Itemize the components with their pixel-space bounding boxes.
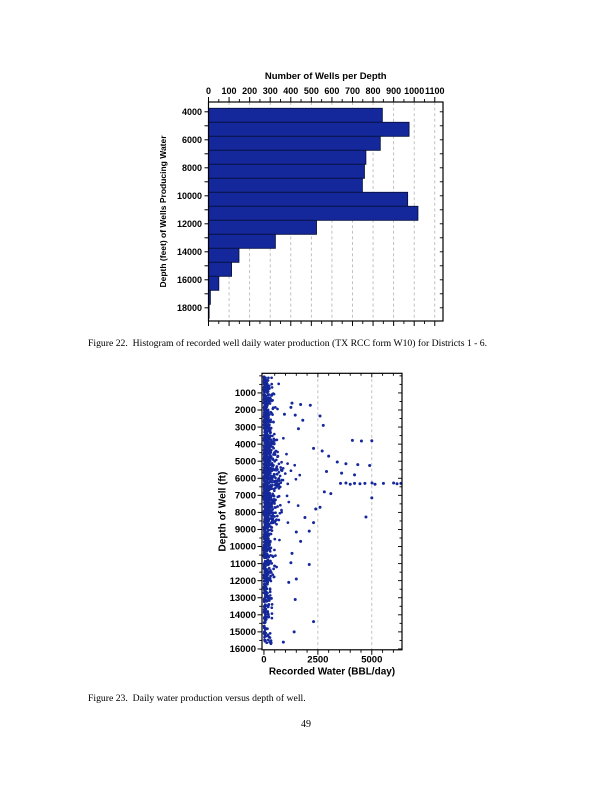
svg-text:5000: 5000 xyxy=(234,456,256,468)
scatter-gridlines xyxy=(318,373,372,650)
svg-text:1000: 1000 xyxy=(404,85,425,96)
svg-text:600: 600 xyxy=(324,85,340,96)
svg-text:14000: 14000 xyxy=(176,246,202,257)
svg-text:800: 800 xyxy=(365,85,381,96)
scatter-x-axis-labels xyxy=(261,654,382,665)
hist-bar xyxy=(209,206,418,220)
scatter-y-axis-labels xyxy=(230,388,256,655)
svg-text:4000: 4000 xyxy=(181,106,202,117)
svg-text:6000: 6000 xyxy=(234,473,256,485)
svg-text:13000: 13000 xyxy=(229,592,256,604)
svg-text:16000: 16000 xyxy=(229,644,256,656)
scatter-x-axis-title xyxy=(269,666,395,677)
scatter-y-axis-title xyxy=(218,472,229,552)
svg-text:1100: 1100 xyxy=(425,85,445,96)
svg-text:7000: 7000 xyxy=(234,490,256,502)
svg-text:18000: 18000 xyxy=(176,302,202,313)
svg-text:3000: 3000 xyxy=(234,422,256,434)
svg-text:100: 100 xyxy=(221,85,237,96)
svg-text:6000: 6000 xyxy=(181,134,202,145)
hist-bar xyxy=(209,262,232,276)
svg-text:1000: 1000 xyxy=(234,388,256,400)
hist-bar xyxy=(209,248,239,262)
svg-text:11000: 11000 xyxy=(230,558,256,570)
svg-text:0: 0 xyxy=(205,85,212,96)
figure23-scatter-chart xyxy=(205,365,415,690)
svg-text:16000: 16000 xyxy=(176,274,202,285)
hist-bar xyxy=(209,276,219,290)
svg-text:200: 200 xyxy=(242,85,258,96)
svg-text:900: 900 xyxy=(386,85,402,96)
scatter-frame xyxy=(262,373,402,650)
hist-bars xyxy=(209,108,418,318)
hist-title xyxy=(265,71,387,82)
svg-text:700: 700 xyxy=(344,85,361,96)
svg-text:Depth (feet) of Wells Producin: Depth (feet) of Wells Producing Water xyxy=(158,135,168,288)
svg-text:10000: 10000 xyxy=(229,541,256,553)
hist-x-axis-labels xyxy=(206,86,445,96)
svg-text:Depth of Well (ft): Depth of Well (ft) xyxy=(217,471,229,552)
svg-text:2500: 2500 xyxy=(307,654,329,666)
hist-bar xyxy=(209,192,408,206)
svg-text:0: 0 xyxy=(261,654,267,666)
svg-text:14000: 14000 xyxy=(229,610,256,622)
page-number: 49 xyxy=(301,719,311,730)
svg-text:Number of Wells per Depth: Number of Wells per Depth xyxy=(264,71,387,82)
hist-y-axis-labels xyxy=(177,107,202,313)
svg-text:12000: 12000 xyxy=(229,575,256,587)
scatter-outlier-points xyxy=(282,402,403,644)
svg-text:5000: 5000 xyxy=(361,654,383,666)
hist-bar xyxy=(209,136,381,150)
figure22-caption: Figure 22. Histogram of recorded well daily water production (TX RCC form W10) for Districts 1 - 6. xyxy=(88,338,488,349)
hist-bar xyxy=(209,122,410,136)
svg-text:Recorded Water (BBL/day): Recorded Water (BBL/day) xyxy=(268,666,396,678)
hist-bar xyxy=(209,178,363,192)
svg-text:12000: 12000 xyxy=(176,218,202,229)
svg-text:8000: 8000 xyxy=(234,507,256,519)
svg-text:300: 300 xyxy=(262,85,278,96)
figure22-histogram-chart xyxy=(140,60,450,340)
svg-text:10000: 10000 xyxy=(176,190,202,201)
svg-text:500: 500 xyxy=(303,85,319,96)
svg-text:8000: 8000 xyxy=(181,162,202,173)
svg-text:4000: 4000 xyxy=(234,439,256,451)
svg-text:2000: 2000 xyxy=(234,405,256,417)
svg-text:15000: 15000 xyxy=(229,627,256,639)
svg-text:400: 400 xyxy=(283,85,299,96)
hist-bar xyxy=(209,220,317,234)
hist-bar xyxy=(209,150,366,164)
svg-text:9000: 9000 xyxy=(234,524,256,536)
hist-bar xyxy=(209,108,383,122)
hist-bar xyxy=(209,234,276,248)
figure23-caption: Figure 23. Daily water production versus depth of well. xyxy=(88,693,306,704)
hist-bar xyxy=(209,164,365,178)
hist-y-axis-title xyxy=(158,135,168,288)
